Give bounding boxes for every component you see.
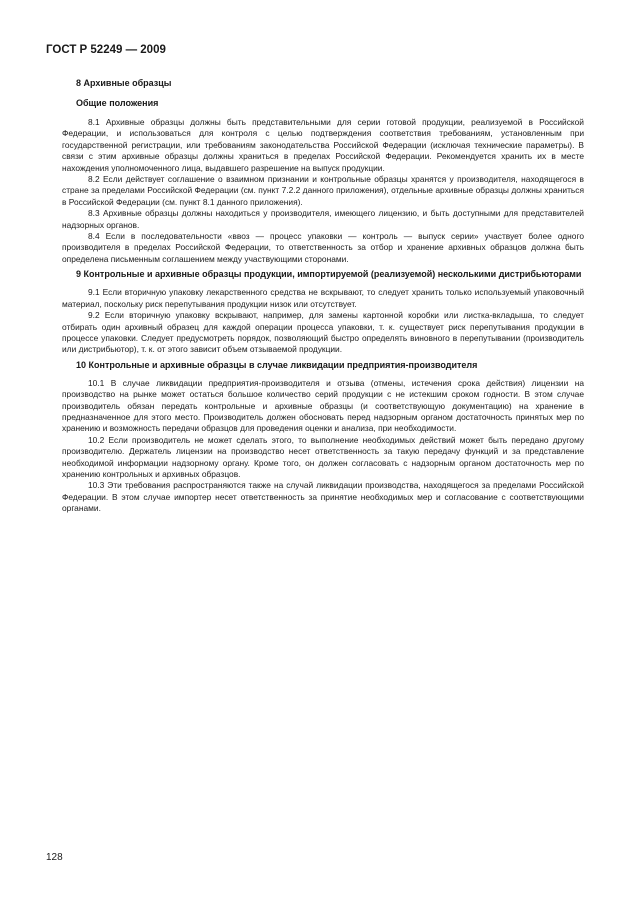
paragraph-8-3: 8.3 Архивные образцы должны находиться у производителя, имеющего лицензию, и быть доступными для представителей надзорных органов. bbox=[62, 208, 584, 230]
section-8-subheading: Общие положения bbox=[76, 98, 159, 108]
document-body bbox=[62, 78, 584, 515]
paragraph-10-2: 10.2 Если производитель не может сделать этого, то выполнение необходимых действий может быть передано другому производителю. Держатель лицензии на производство несет ответственность за такую передачу функций и за представление необходимой информации надзорному органу. Кроме того, он должен согласовать с надзорным органом достаточность мер по хранению контрольных и архивных образцов. bbox=[62, 434, 584, 479]
paragraph-8-1: 8.1 Архивные образцы должны быть представительными для серии готовой продукции, реализуемой в Российской Федерации, и использоваться для контроля с целью подтверждения соответствия требованиям, установленным при государственной регистрации, или требованиям законодательства Российской Федерации (исключая технические параметры). В связи с этим архивные образцы должны храниться в пределах Российской Федерации. Рекомендуется хранить их в месте нахождения уполномоченного лица, выдавшего разрешение на выпуск продукции. bbox=[62, 117, 584, 173]
paragraph-9-1: 9.1 Если вторичную упаковку лекарственного средства не вскрывают, то следует хранить только используемый упаковочный материал, поскольку риск перепутывания продукции низок или отсутствует. bbox=[62, 287, 584, 309]
page-number: 128 bbox=[46, 852, 63, 863]
paragraph-8-2: 8.2 Если действует соглашение о взаимном признании и контрольные образцы хранятся у производителя, находящегося в стране за пределами Российской Федерации (см. пункт 7.2.2 данного приложения), отдельные архивные образцы должны храниться в Российской Федерации (см. пункт 8.1 данного приложения). bbox=[62, 174, 584, 207]
section-9-heading: 9 Контрольные и архивные образцы продукции, импортируемой (реализуемой) несколькими дистрибьюторами bbox=[76, 269, 582, 280]
section-8-heading: 8 Архивные образцы bbox=[76, 78, 172, 88]
paragraph-8-4: 8.4 Если в последовательности «ввоз — процесс упаковки — контроль — выпуск серии» участвует более одного производителя в пределах Российской Федерации, то ответственность за отбор и хранение архивных образцов должна быть определена письменным соглашением между участвующими сторонами. bbox=[62, 231, 584, 264]
section-10-heading: 10 Контрольные и архивные образцы в случае ликвидации предприятия-производителя bbox=[76, 359, 478, 370]
paragraph-10-1: 10.1 В случае ликвидации предприятия-производителя и отзыва (отмены, истечения срока действия) лицензии на производство на рынке может остаться большое количество серий продукции с не истекшим сроком годности. В этом случае производитель обязан передать контрольные и архивные образцы (и соответствующую документацию) на хранение в предназначенное для этого место. Производитель должен обосновать перед надзорным органом достаточность принятых мер по хранению и возможность передачи образцов для проведения оценки и анализа, при необходимости. bbox=[62, 377, 584, 434]
paragraph-10-3: 10.3 Эти требования распространяются также на случай ликвидации производства, находящегося за пределами Российской Федерации. В этом случае импортер несет ответственность за принятие необходимых мер и согласование с соответствующими органами. bbox=[62, 480, 584, 514]
document-header-code: ГОСТ Р 52249 — 2009 bbox=[46, 44, 166, 56]
paragraph-9-2: 9.2 Если вторичную упаковку вскрывают, например, для замены картонной коробки или листка-вкладыша, то следует отбирать один архивный образец для каждой операции процесса упаковки, т. к. существует риск перепутывания продукции в процессе упаковки. Следует предусмотреть порядок, позволяющий быстро определять виновного в перепутывании (производитель или дистрибьютор), т. к. от этого зависит объем отзываемой продукции. bbox=[62, 310, 584, 355]
